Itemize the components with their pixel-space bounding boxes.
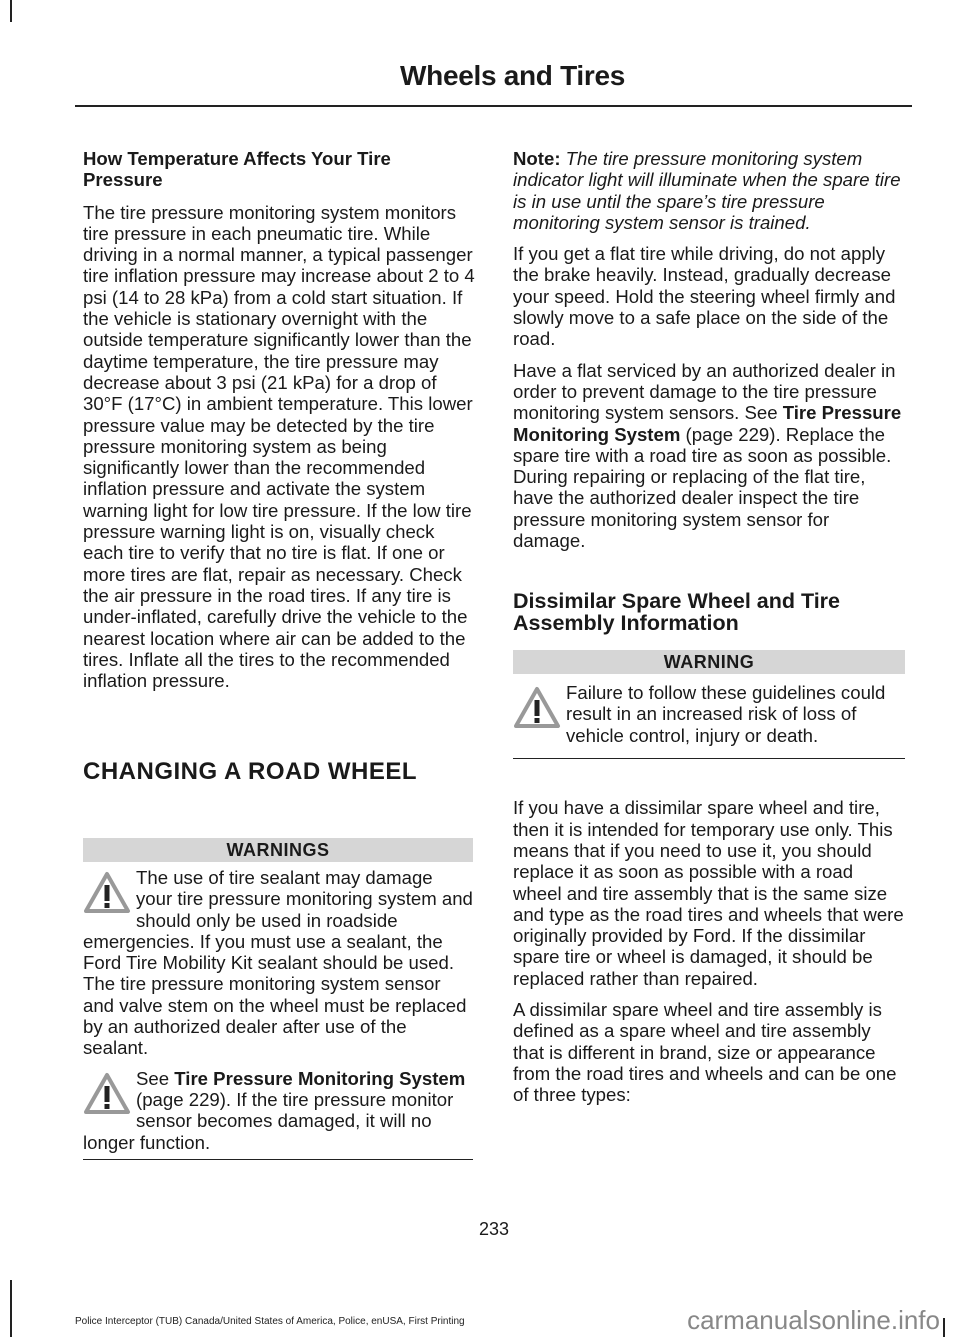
body-paragraph: If you have a dissimilar spare wheel and tire, then it is intended for temporary use only. This means that if you need to use it, you should replace it as soon as possible with a road wheel and tire assembly that is the same size and type as the road tires and wheels that were originally provided by Ford. If the dissimilar spare tire or wheel is damaged, it should be replaced rather than repaired. — [513, 797, 904, 989]
header-rule — [75, 105, 912, 107]
warning-bar: WARNING — [513, 650, 905, 674]
warning-text: (page 229). If the tire pressure monitor sensor becomes damaged, it will no longer function. — [83, 1088, 454, 1153]
note-text: The tire pressure monitoring system indicator light will illuminate when the spare tire is in use until the spare’s tire pressure monitoring system sensor is trained. — [513, 148, 901, 233]
right-column — [513, 148, 905, 561]
warning-rule — [513, 758, 905, 760]
right-column-lower — [513, 590, 905, 1116]
edition-footer: Police Interceptor (TUB) Canada/United States of America, Police, enUSA, First Printing — [75, 1316, 465, 1327]
warning-item — [513, 682, 905, 746]
cross-reference-link[interactable]: Tire Pressure Monitoring System — [513, 402, 902, 445]
body-text: (page 229). Replace the spare tire with a road tire as soon as possible. During repairing or replacing of the flat tire, have the authorized dealer inspect the tire pressure monitoring system sensor for damage. — [513, 423, 892, 552]
note-label: Note: — [513, 148, 561, 169]
body-paragraph: The tire pressure monitoring system monitors tire pressure in each pneumatic tire. While driving in a normal manner, a typical passenger tire inflation pressure may increase about 2 to 4 psi (14 to 28 kPa) from a cold start situation. If the vehicle is stationary overnight with the outside temperature significantly lower than the daytime temperature, the tire pressure may decrease about 3 psi (21 kPa) for a drop of 30°F (17°C) in ambient temperature. This lower pressure value may be detected by the tire pressure monitoring system as being significantly lower than the recommended inflation pressure and activate the system warning light for low tire pressure. If the low tire pressure warning light is on, visually check each tire to verify that no tire is flat. If one or more tires are flat, repair as necessary. Check the air pressure in the road tires. If any tire is under-inflated, carefully drive the vehicle to the nearest location where air can be added to the tires. Inflate all the tires to the recommended inflation pressure. — [83, 201, 475, 692]
page-number: 233 — [478, 1219, 510, 1239]
warning-triangle-icon — [83, 871, 131, 915]
left-column-lower — [83, 758, 473, 1160]
warning-triangle-icon — [513, 686, 561, 730]
watermark: carmanualsonline.info — [687, 1305, 940, 1335]
cross-reference-link[interactable]: Tire Pressure Monitoring System — [174, 1067, 466, 1089]
crop-mark — [943, 1318, 945, 1337]
left-column — [83, 148, 475, 701]
body-paragraph — [513, 360, 905, 552]
section-heading: CHANGING A ROAD WHEEL — [83, 758, 418, 785]
warning-item — [83, 1068, 473, 1153]
section-subheading: How Temperature Affects Your Tire Pressure — [83, 148, 391, 191]
warning-text: Failure to follow these guidelines could result in an increased risk of loss of vehicle control, injury or death. — [566, 682, 886, 746]
body-text: Have a flat serviced by an authorized dealer in order to prevent damage to the tire pressure monitoring system sensors. See — [513, 359, 896, 424]
warning-text: See — [136, 1067, 175, 1089]
section-heading: Dissimilar Spare Wheel and Tire Assembly Information — [513, 589, 841, 635]
warning-item — [83, 867, 473, 1059]
crop-mark — [10, 1280, 12, 1337]
crop-mark — [10, 0, 12, 22]
note-paragraph — [513, 148, 905, 233]
body-paragraph: A dissimilar spare wheel and tire assembly is defined as a spare wheel and tire assembly that is different in brand, size or appearance from the road tires and wheels and can be one of three types: — [513, 999, 897, 1106]
page-title: Wheels and Tires — [400, 60, 625, 91]
warnings-bar: WARNINGS — [83, 838, 473, 862]
warning-triangle-icon — [83, 1072, 131, 1116]
warning-text: The use of tire sealant may damage your tire pressure monitoring system and should only be used in roadside emergencies. If you must use a sealant, the Ford Tire Mobility Kit sealant should be used. The tire pressure monitoring system sensor and valve stem on the wheel must be replaced by an authorized dealer after use of the sealant. — [83, 867, 473, 1059]
body-paragraph: If you get a flat tire while driving, do not apply the brake heavily. Instead, gradually decrease your speed. Hold the steering wheel firmly and slowly move to a safe place on the side of the road. — [513, 243, 896, 350]
warning-rule — [83, 1159, 473, 1161]
